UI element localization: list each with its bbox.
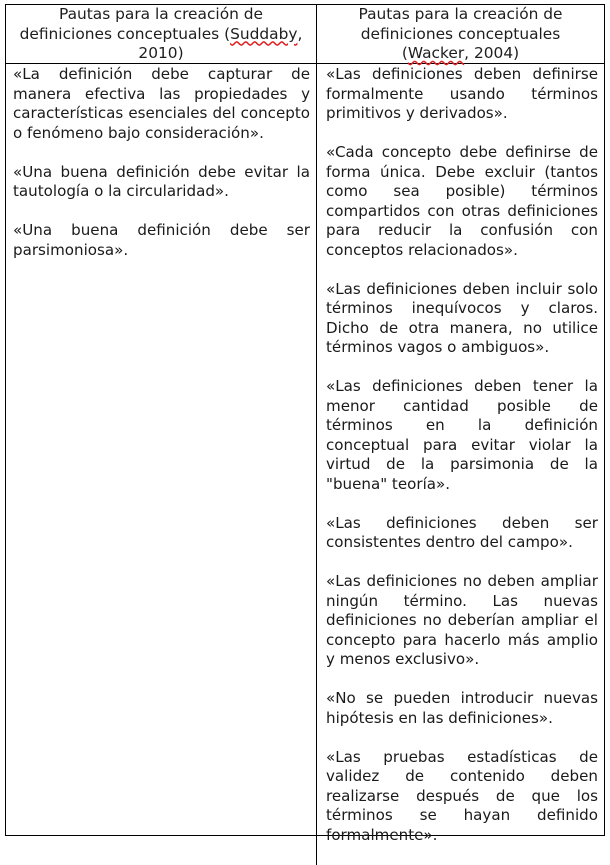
header-line: 2010): [138, 44, 184, 62]
header-text: definiciones conceptuales (: [19, 24, 231, 43]
header-cell-suddaby: [6, 5, 317, 63]
guideline-paragraph: «Las definiciones deben incluir solo términos inequívocos y claros. Dicho de otra manera, no utilice términos vagos o ambiguos».: [326, 279, 598, 356]
header-cell-wacker: [317, 5, 604, 63]
guideline-paragraph: «Una buena definición debe ser parsimoniosa».: [13, 221, 310, 259]
header-line: [11, 25, 311, 45]
guideline-paragraph: «Las definiciones deben definirse formalmente usando términos primitivos y derivados».: [326, 65, 598, 122]
header-line: [322, 44, 599, 64]
header-line: Pautas para la creación de: [59, 5, 263, 23]
header-text: , 2004): [464, 44, 520, 62]
citation-wacker: Wacker: [407, 44, 465, 62]
guideline-paragraph: «La definición debe capturar de manera efectiva las propiedades y características esenciales del concepto o fenómeno bajo consideración».: [13, 65, 310, 142]
table-body-row: [6, 64, 604, 865]
header-text: (: [401, 44, 408, 62]
guideline-paragraph: «Las pruebas estadísticas de validez de contenido deben realizarse después de que los términos se hayan definido formalmente».: [326, 747, 598, 844]
guideline-paragraph: «No se pueden introducir nuevas hipótesis en las definiciones».: [326, 689, 598, 727]
guideline-paragraph: «Las definiciones deben tener la menor cantidad posible de términos en la definición conceptual para evitar violar la virtud de la parsimonia de la "buena" teoría».: [326, 377, 598, 493]
guideline-paragraph: «Una buena definición debe evitar la tautología o la circularidad».: [13, 162, 310, 200]
suddaby-guidelines-cell: [6, 64, 317, 865]
header-line: definiciones conceptuales: [360, 24, 561, 43]
wacker-guidelines-cell: [317, 64, 604, 865]
guideline-paragraph: «Cada concepto debe definirse de forma única. Debe excluir (tantos como sea posible) términos compartidos con otras definiciones para reducir la confusión con conceptos relacionados».: [326, 143, 598, 259]
header-text: ,: [297, 24, 303, 43]
citation-suddaby: Suddaby: [230, 24, 298, 43]
guideline-paragraph: «Las definiciones no deben ampliar ningún término. Las nuevas definiciones no deberían ampliar el concepto para hacerlo más amplio y menos exclusivo».: [326, 572, 598, 668]
header-line: Pautas para la creación de: [358, 5, 563, 23]
guidelines-table: [5, 4, 605, 844]
table-header-row: [6, 5, 604, 64]
guideline-paragraph: «Las definiciones deben ser consistentes dentro del campo».: [326, 513, 598, 551]
